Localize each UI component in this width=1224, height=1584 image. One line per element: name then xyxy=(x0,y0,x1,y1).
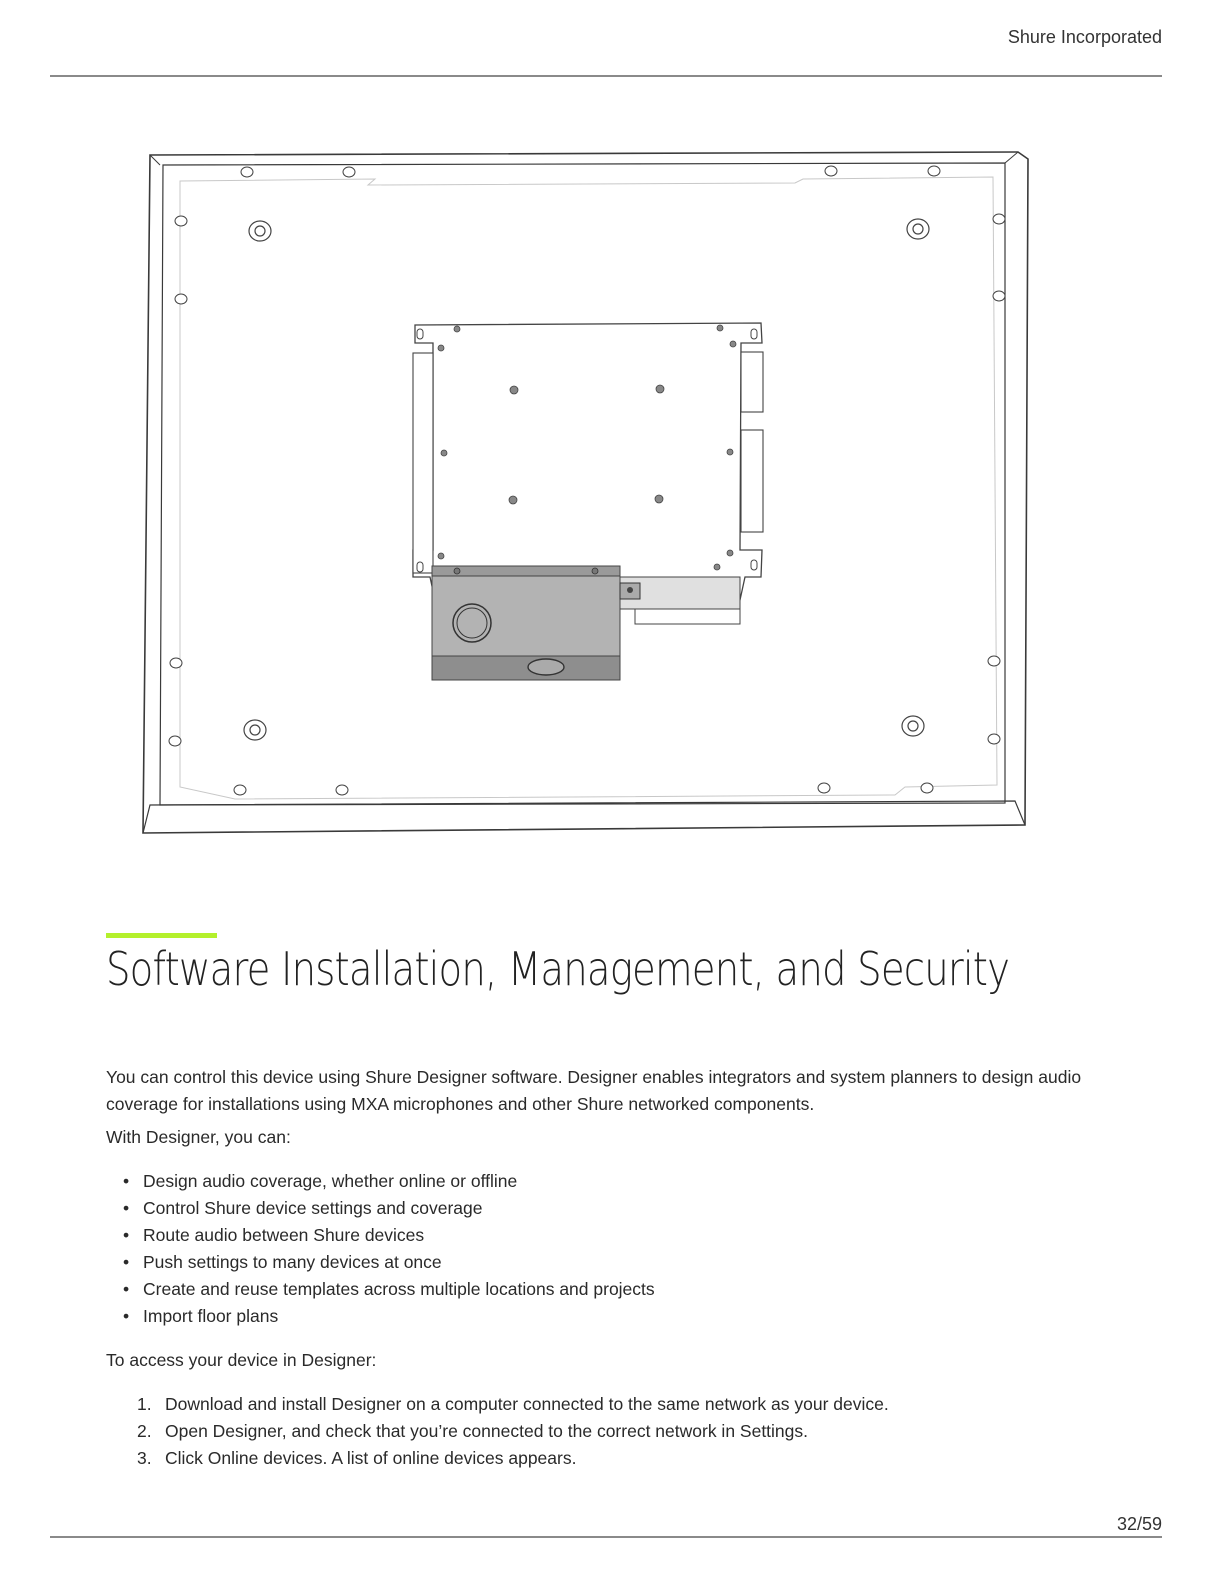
list-item: • Push settings to many devices at once xyxy=(106,1249,655,1276)
intro-paragraph: You can control this device using Shure Designer software. Designer enables integrators and system planners to design audio coverage for installations using MXA microphones and other Shure networked components. xyxy=(106,1067,1082,1114)
device-back-panel-illustration xyxy=(135,145,1040,845)
page-number: 32/59 xyxy=(1116,1514,1162,1534)
step-number: 1. xyxy=(137,1394,152,1414)
step-number: 3. xyxy=(137,1448,152,1468)
step-item xyxy=(106,1391,889,1418)
header-divider xyxy=(50,75,1162,77)
header-company-name: Shure Incorporated xyxy=(1007,27,1162,47)
list-item: • Create and reuse templates across multiple locations and projects xyxy=(106,1276,655,1303)
step-text: Open Designer, and check that you’re connected to the correct network in Settings. xyxy=(165,1421,809,1441)
step-item xyxy=(106,1445,889,1472)
access-lead: To access your device in Designer: xyxy=(106,1350,377,1370)
capabilities-lead: With Designer, you can: xyxy=(106,1127,291,1147)
step-text: Download and install Designer on a computer connected to the same network as your device. xyxy=(165,1394,889,1414)
list-item: • Control Shure device settings and coverage xyxy=(106,1195,655,1222)
list-item: • Design audio coverage, whether online or offline xyxy=(106,1168,655,1195)
step-number: 2. xyxy=(137,1421,152,1441)
list-item: • Route audio between Shure devices xyxy=(106,1222,655,1249)
list-item: • Import floor plans xyxy=(106,1303,655,1330)
section-accent-bar xyxy=(106,933,217,938)
access-steps-list xyxy=(106,1391,889,1472)
section-title: Software Installation, Management, and Security xyxy=(106,942,1010,996)
capabilities-list xyxy=(106,1168,655,1330)
footer-divider xyxy=(50,1536,1162,1538)
step-text: Click Online devices. A list of online devices appears. xyxy=(165,1448,577,1468)
step-item xyxy=(106,1418,889,1445)
